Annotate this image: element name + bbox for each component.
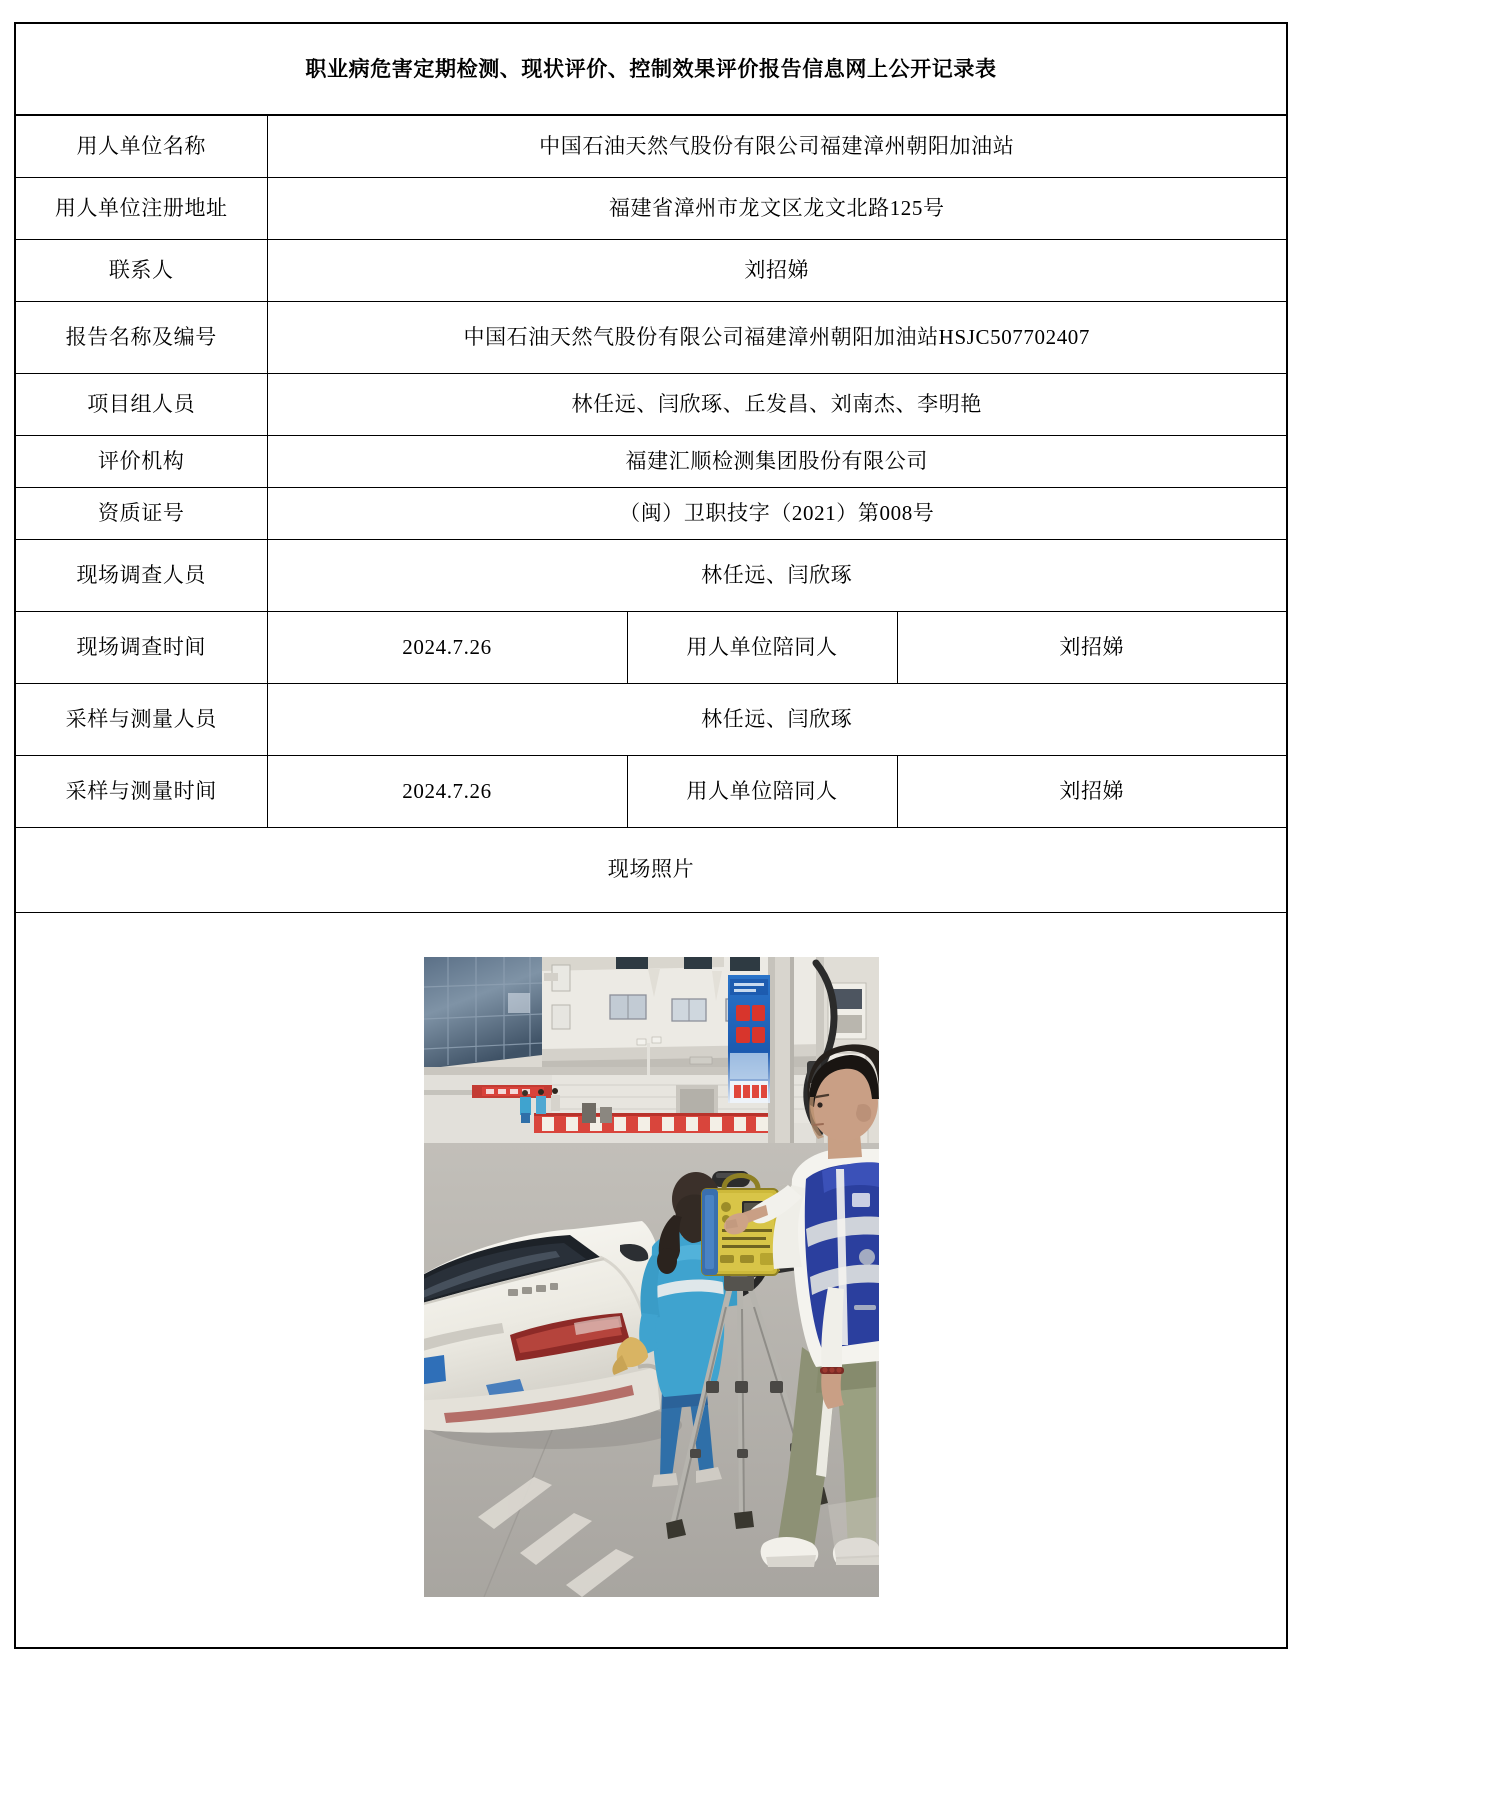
label-contact-person: 联系人 xyxy=(15,239,267,301)
table-row-report-name-no xyxy=(15,301,1287,373)
disclosure-record-table xyxy=(14,22,1288,1649)
label-sampling-staff: 采样与测量人员 xyxy=(15,683,267,755)
value-project-team: 林任远、闫欣琢、丘发昌、刘南杰、李明艳 xyxy=(267,373,1287,435)
table-row-evaluation-org xyxy=(15,435,1287,487)
table-row-sampling-staff xyxy=(15,683,1287,755)
value-survey-staff: 林任远、闫欣琢 xyxy=(267,539,1287,611)
value-employer-name: 中国石油天然气股份有限公司福建漳州朝阳加油站 xyxy=(267,115,1287,177)
value-sampling-time: 2024.7.26 xyxy=(267,755,627,827)
table-row-survey-time xyxy=(15,611,1287,683)
label-qualification-no: 资质证号 xyxy=(15,487,267,539)
title-row xyxy=(15,23,1287,115)
label-employer-name: 用人单位名称 xyxy=(15,115,267,177)
value-qualification-no: （闽）卫职技字（2021）第008号 xyxy=(267,487,1287,539)
value-sampling-staff: 林任远、闫欣琢 xyxy=(267,683,1287,755)
site-photo-image xyxy=(424,957,879,1597)
label-survey-accompany: 用人单位陪同人 xyxy=(627,611,897,683)
label-evaluation-org: 评价机构 xyxy=(15,435,267,487)
value-sampling-accompany: 刘招娣 xyxy=(897,755,1287,827)
table-row-site-photo-label xyxy=(15,827,1287,912)
value-evaluation-org: 福建汇顺检测集团股份有限公司 xyxy=(267,435,1287,487)
value-survey-accompany: 刘招娣 xyxy=(897,611,1287,683)
table-row-sampling-time xyxy=(15,755,1287,827)
value-report-name-no: 中国石油天然气股份有限公司福建漳州朝阳加油站HSJC507702407 xyxy=(267,301,1287,373)
table-row-employer-name xyxy=(15,115,1287,177)
label-site-photo: 现场照片 xyxy=(15,827,1287,912)
table-row-employer-address xyxy=(15,177,1287,239)
value-employer-address: 福建省漳州市龙文区龙文北路125号 xyxy=(267,177,1287,239)
table-row-contact-person xyxy=(15,239,1287,301)
table-row-qualification-no xyxy=(15,487,1287,539)
wrist-bracelet xyxy=(820,1367,844,1374)
label-project-team: 项目组人员 xyxy=(15,373,267,435)
station-advertising-banner xyxy=(728,975,770,1103)
label-employer-address: 用人单位注册地址 xyxy=(15,177,267,239)
fuel-station-column xyxy=(768,957,794,1155)
label-report-name-no: 报告名称及编号 xyxy=(15,301,267,373)
value-contact-person: 刘招娣 xyxy=(267,239,1287,301)
table-row-project-team xyxy=(15,373,1287,435)
value-survey-time: 2024.7.26 xyxy=(267,611,627,683)
red-barrier-fence xyxy=(534,1113,772,1133)
site-photo-wrapper xyxy=(16,957,1286,1597)
label-survey-staff: 现场调查人员 xyxy=(15,539,267,611)
page-title: 职业病危害定期检测、现状评价、控制效果评价报告信息网上公开记录表 xyxy=(15,23,1287,115)
building-glass-wall xyxy=(424,957,542,1069)
table-row-site-photo xyxy=(15,912,1287,1648)
label-sampling-time: 采样与测量时间 xyxy=(15,755,267,827)
label-survey-time: 现场调查时间 xyxy=(15,611,267,683)
site-photo-cell xyxy=(15,912,1287,1648)
table-row-survey-staff xyxy=(15,539,1287,611)
label-sampling-accompany: 用人单位陪同人 xyxy=(627,755,897,827)
